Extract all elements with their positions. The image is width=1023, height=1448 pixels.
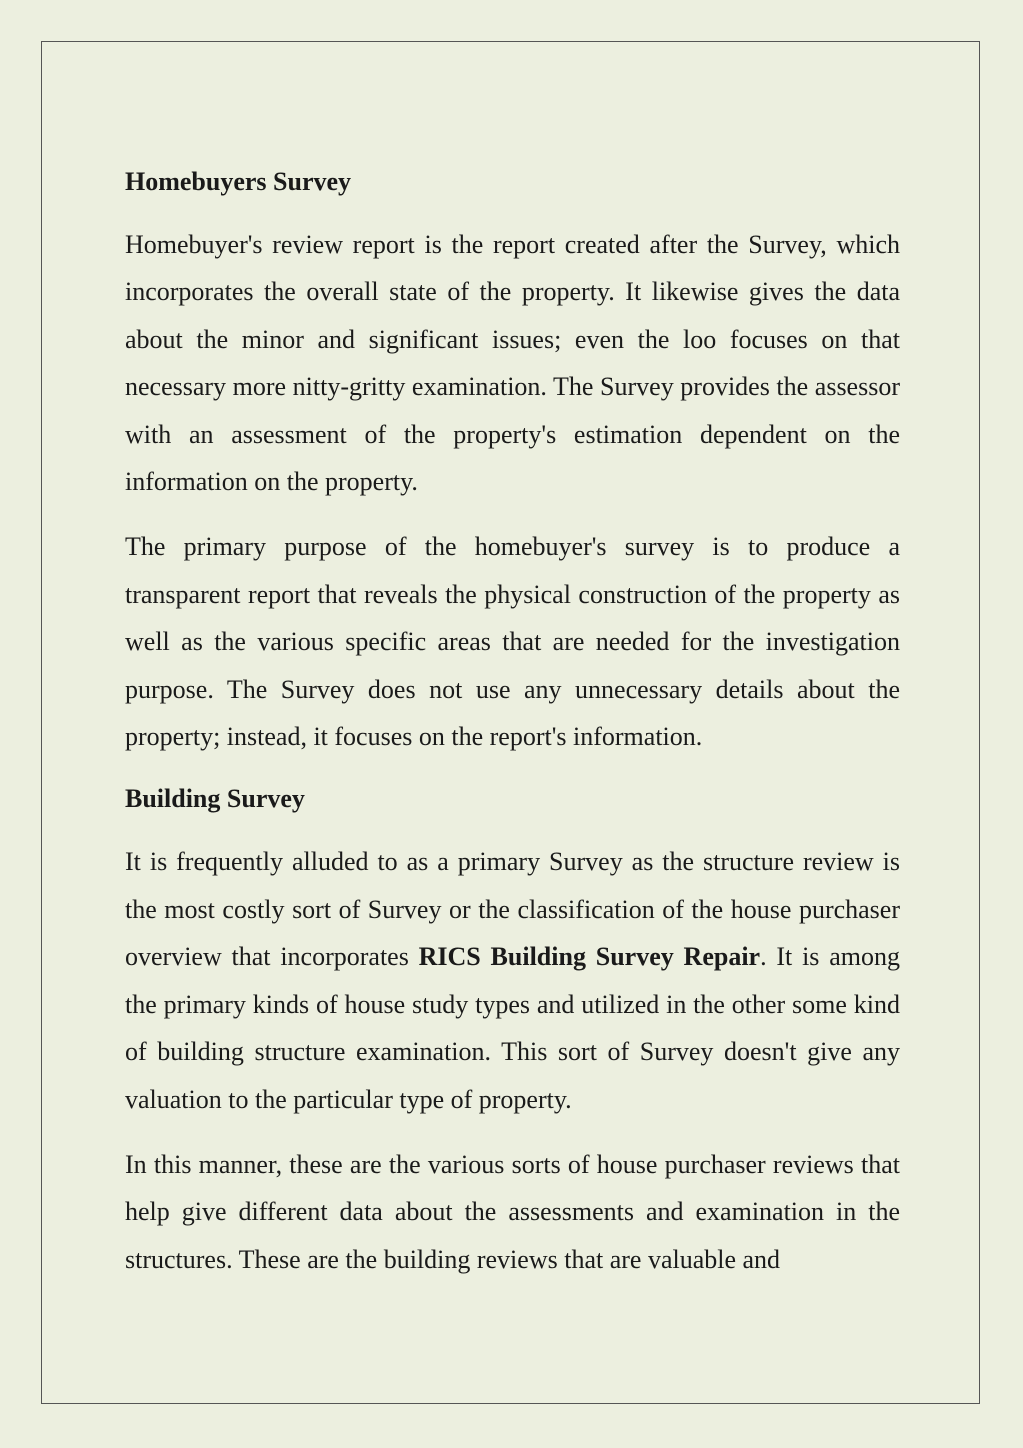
paragraph-homebuyers-2: The primary purpose of the homebuyer's survey is to produce a transparent report that reveals the physical construction of the property as well as the various specific areas that are needed for the investigation purpose. The Survey does not use any unnecessary details about the property; instead, it focuses on the report's information. bbox=[125, 532, 900, 752]
paragraph-building-2: In this manner, these are the various sorts of house purchaser reviews that help give different data about the assessments and examination in the structures. These are the building reviews that are valuable and bbox=[125, 1149, 900, 1274]
document-page bbox=[41, 41, 980, 1404]
document-content bbox=[125, 161, 900, 1283]
paragraph-building-1-text-a: It is frequently alluded to as a primary Survey as the structure review is the most costly sort of Survey or the classification of the house purchaser overview that incorporates bbox=[125, 847, 900, 972]
paragraph-building-1 bbox=[125, 838, 900, 1122]
section-heading-building-survey: Building Survey bbox=[125, 784, 305, 814]
paragraph-homebuyers-1: Homebuyer's review report is the report created after the Survey, which incorporates the overall state of the property. It likewise gives the data about the minor and significant issues; even the loo focuses on that necessary more nitty-gritty examination. The Survey provides the assessor with an assessment of the property's estimation dependent on the information on the property. bbox=[125, 230, 900, 497]
section-heading-homebuyers-survey: Homebuyers Survey bbox=[125, 167, 352, 196]
rics-building-survey-repair-link-text: RICS Building Survey Repair bbox=[418, 942, 761, 972]
paragraph-building-1-text-b: . It is among the primary kinds of house study types and utilized in the other some kind of building structure examination. This sort of Survey doesn't give any valuation to the particular type of property. bbox=[125, 942, 900, 1114]
